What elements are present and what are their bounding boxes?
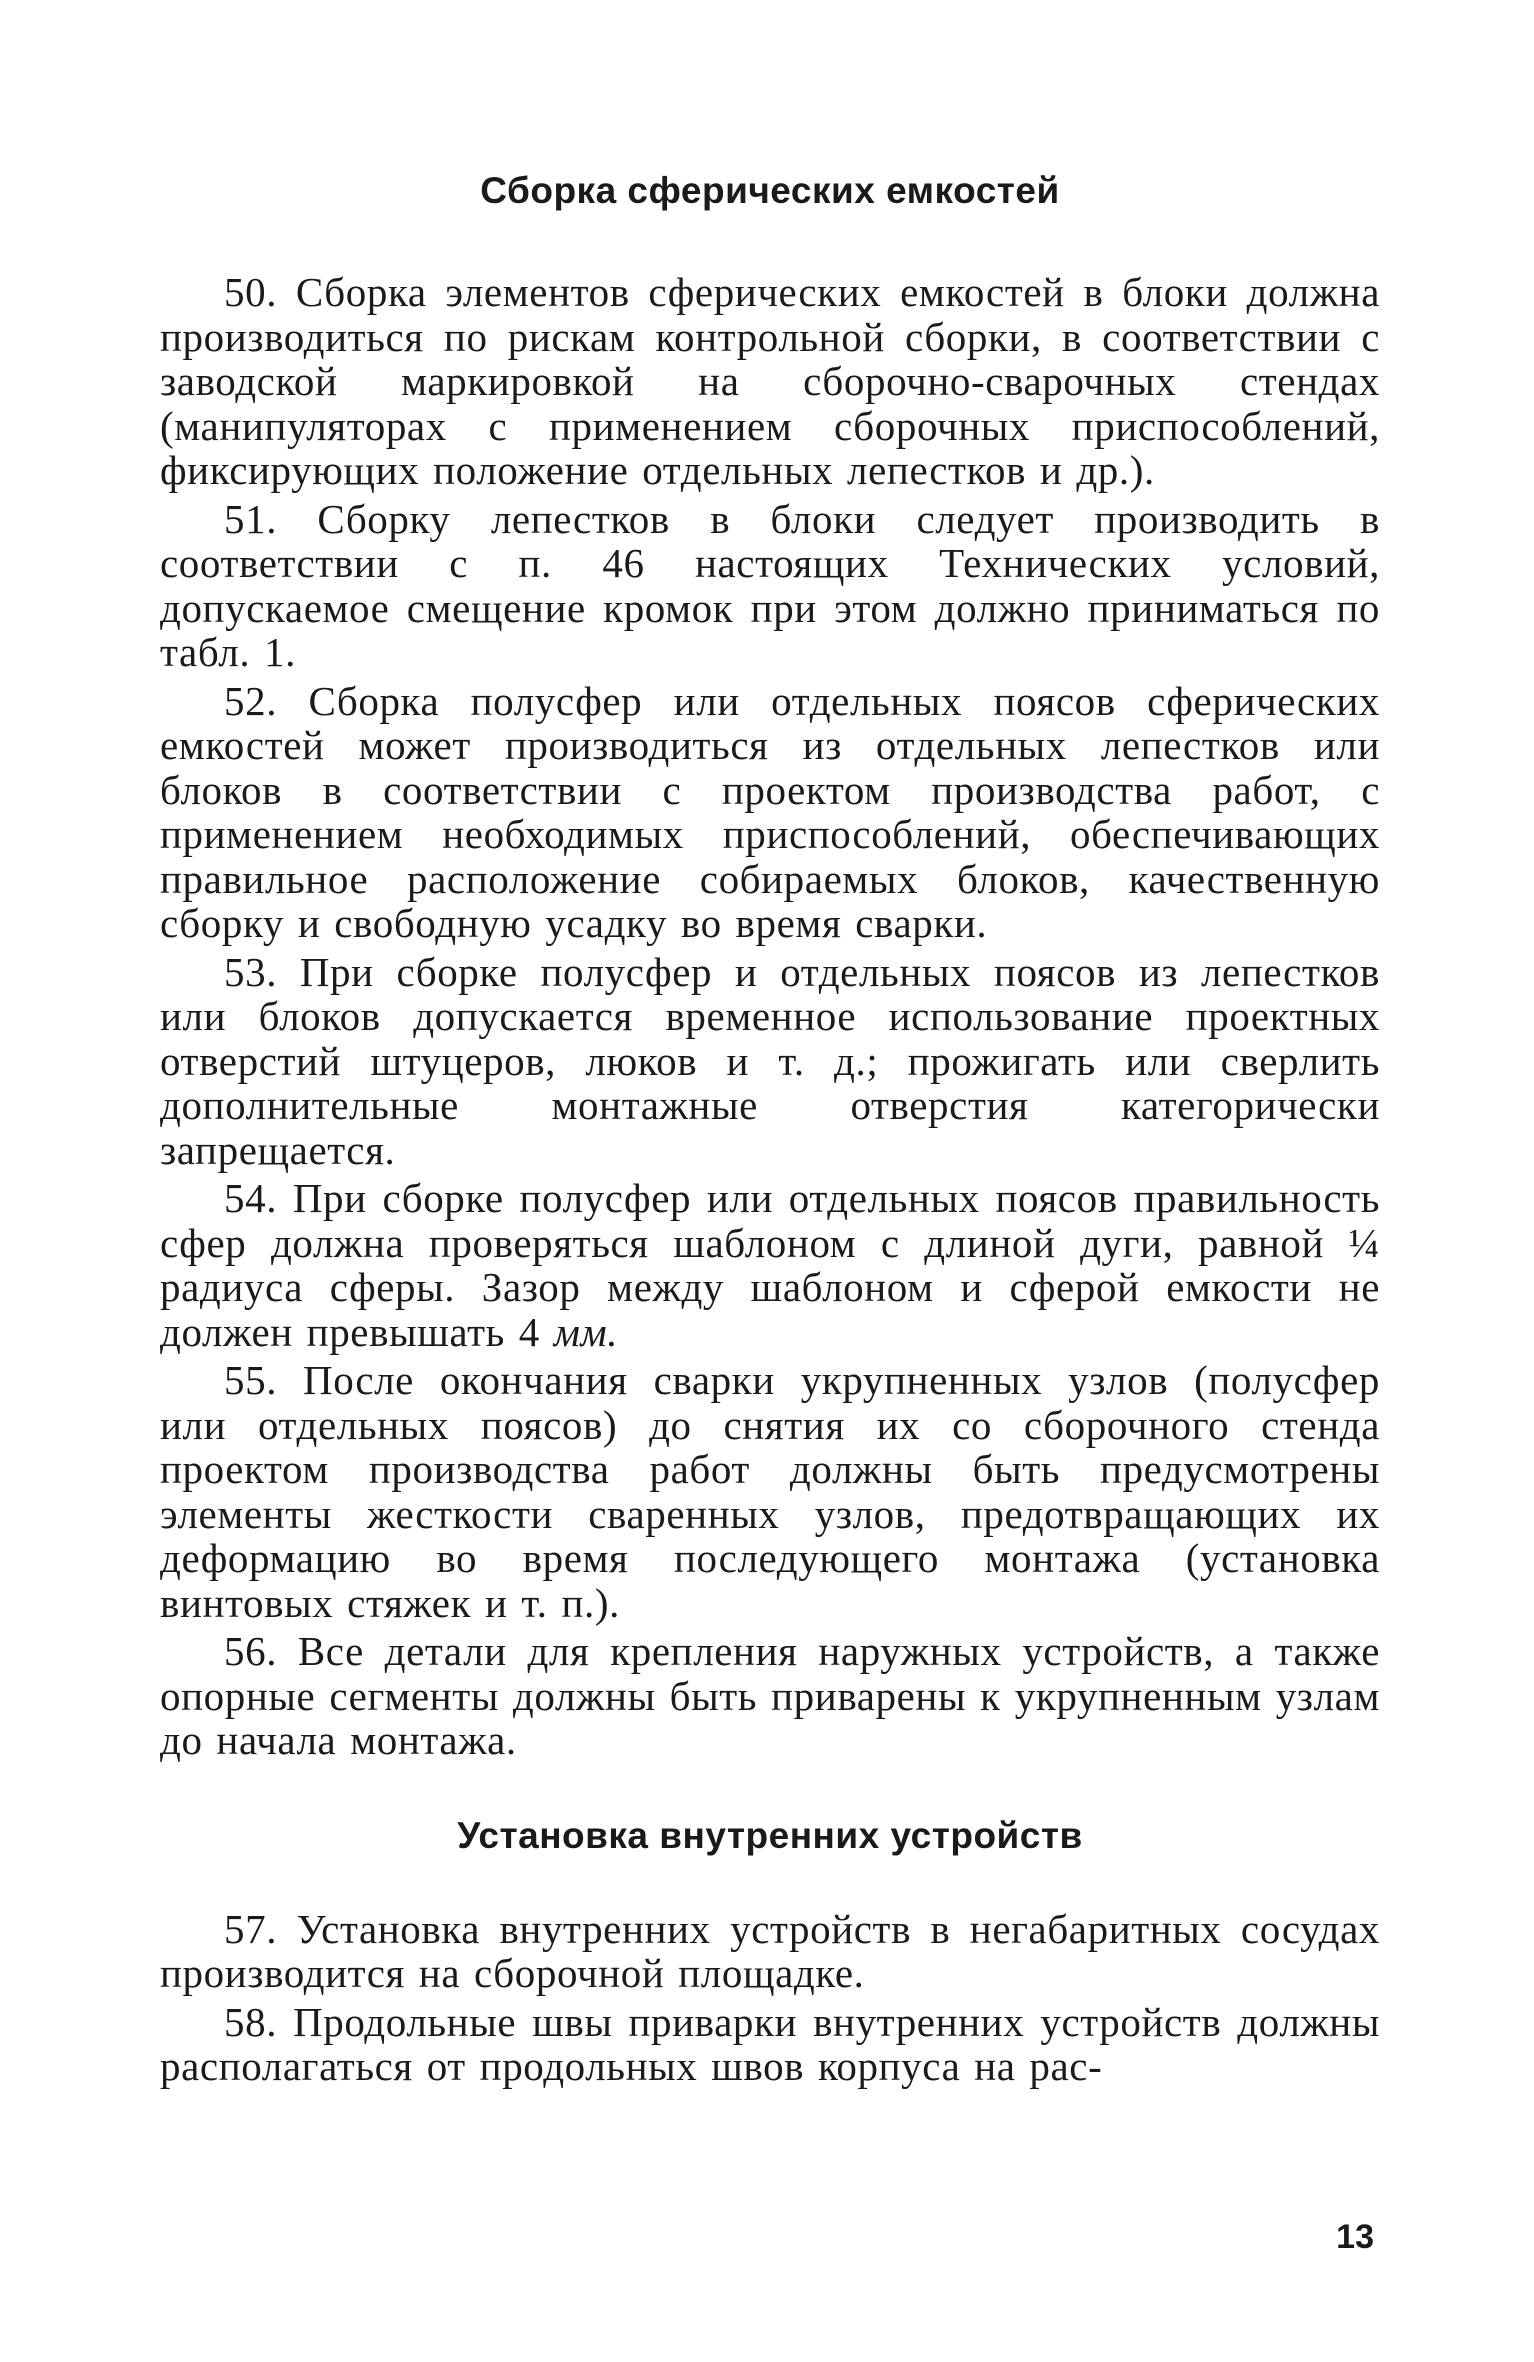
paragraph-50: 50. Сборка элементов сферических емкостей в блоки должна производиться по рискам контрольной сборки, в соответствии с заводской маркировкой на сборочно-сварочных стендах (манипуляторах с применением сборочных приспособлений, фиксирующих положение отдельных лепестков и др.). [160,269,1380,493]
paragraph-53: 53. При сборке полусфер и отдельных поясов из лепестков или блоков допускается временное использование проектных отверстий штуцеров, люков и т. д.; прожигать или сверлить дополнительные монтажные отверстия категорически запрещается. [160,948,1380,1173]
paragraph-54-text: 54. При сборке полусфер или отдельных поясов правильность сфер должна проверяться шаблоном с длиной дуги, равной ¼ радиуса сферы. Зазор между шаблоном и сферой емкости не должен превышать 4 [160,1175,1380,1355]
page-content [160,170,1380,2093]
paragraph-57: 57. Установка внутренних устройств в негабаритных сосудах производится на сборочной площадке. [160,1905,1380,1996]
paragraph-58: 58. Продольные швы приварки внутренних устройств должны располагаться от продольных швов корпуса на рас- [160,1998,1380,2089]
paragraph-54 [160,1176,1380,1354]
paragraph-51: 51. Сборку лепестков в блоки следует производить в соответствии с п. 46 настоящих Технических условий, допускаемое смещение кромок при этом должно приниматься по табл. 1. [160,495,1380,675]
section-heading-internal-devices: Установка внутренних устройств [457,1814,1083,1856]
section-heading-spherical-assembly: Сборка сферических емкостей [480,170,1060,211]
paragraph-56: 56. Все детали для крепления наружных устройств, а также опорные сегменты должны быть приварены к укрупненным узлам до начала монтажа. [160,1628,1380,1763]
paragraph-52: 52. Сборка полусфер или отдельных поясов сферических емкостей может производиться из отдельных лепестков или блоков в соответствии с проектом производства работ, с применением необходимых приспособлений, обеспечивающих правильное расположение собираемых блоков, качественную сборку и свободную усадку во время сварки. [160,677,1380,946]
page-number: 13 [1336,2218,1374,2256]
paragraph-54-unit: мм. [553,1308,619,1355]
paragraph-55: 55. После окончания сварки укрупненных узлов (полусфер или отдельных поясов) до снятия их со сборочного стенда проектом производства работ должны быть предусмотрены элементы жесткости сваренных узлов, предотвращающих их деформацию во время последующего монтажа (установка винтовых стяжек и т. п.). [160,1357,1380,1626]
